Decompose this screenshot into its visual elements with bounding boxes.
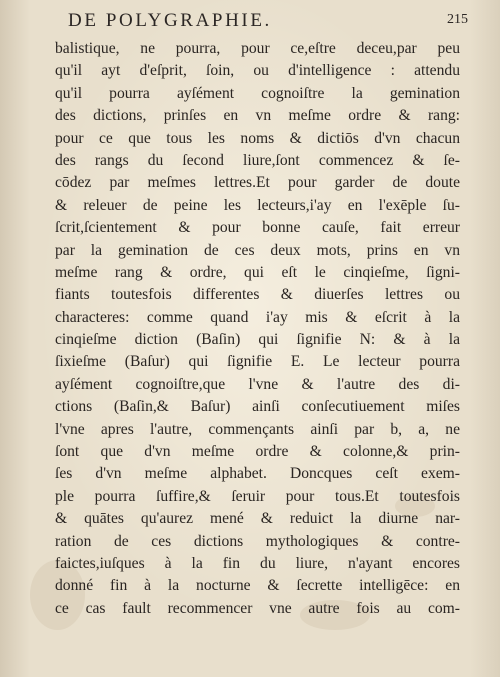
page-header xyxy=(68,10,468,36)
text-line: ſixieſme (Baſur) qui ſignifie E. Le lecteur pourra xyxy=(55,353,460,371)
text-line: ſes d'vn meſme alphabet. Doncques ceſt exem- xyxy=(55,465,460,483)
text-line: ſont que d'vn meſme ordre & colonne,& prin- xyxy=(55,443,460,461)
text-line: des rangs du ſecond liure,ſont commencez & ſe- xyxy=(55,151,460,169)
text-line: ayſément cognoiſtre,que l'vne & l'autre des di- xyxy=(55,375,460,393)
text-line: qu'il ayt d'eſprit, ſoin, ou d'intelligence : attendu xyxy=(55,62,460,80)
text-line: faictes,iuſques à la fin du liure, n'ayant encores xyxy=(55,554,460,572)
text-line: cōdez par meſmes lettres.Et pour garder de doute xyxy=(55,174,460,192)
text-line: characteres: comme quand i'ay mis & eſcrit à la xyxy=(55,308,460,326)
text-line: ple pourra ſuffire,& ſeruir pour tous.Et toutesfois xyxy=(55,487,460,505)
text-line: balistique, ne pourra, pour ce,eſtre deceu,par peu xyxy=(55,40,460,57)
page-number: 215 xyxy=(447,12,468,27)
text-line: meſme rang & ordre, qui eſt le cinqieſme, ſigni- xyxy=(55,263,460,281)
text-line: pour ce que tous les noms & dictiōs d'vn chacun xyxy=(55,129,460,147)
running-title: DE POLYGRAPHIE. xyxy=(68,10,272,31)
body-text xyxy=(55,38,460,620)
text-line: ſcrit,ſcientement & pour bonne cauſe, fait erreur xyxy=(55,219,460,237)
text-line: & releuer de peine les lecteurs,i'ay en l'exēple ſu- xyxy=(55,196,460,214)
text-line: ration de ces dictions mythologiques & contre- xyxy=(55,532,460,550)
text-line: par la gemination de ces deux mots, prins en vn xyxy=(55,241,460,259)
text-line: fiants toutesfois differentes & diuerſes lettres ou xyxy=(55,286,460,304)
text-line: ce cas fault recommencer vne autre fois au com- xyxy=(55,599,460,617)
text-line: cinqieſme diction (Baſin) qui ſignifie N: & à la xyxy=(55,331,460,349)
text-line: l'vne apres l'autre, commençants ainſi par b, a, ne xyxy=(55,420,460,438)
text-line: qu'il pourra ayſément cognoiſtre la gemination xyxy=(55,84,460,102)
text-line: & quātes qu'aurez mené & reduict la diurne nar- xyxy=(55,510,460,528)
text-line: ctions (Baſin,& Baſur) ainſi conſecutiuement miſes xyxy=(55,398,460,416)
text-line: des dictions, prinſes en vn meſme ordre & rang: xyxy=(55,107,460,125)
text-line: donné fin à la nocturne & ſecrette intelligēce: en xyxy=(55,577,460,595)
